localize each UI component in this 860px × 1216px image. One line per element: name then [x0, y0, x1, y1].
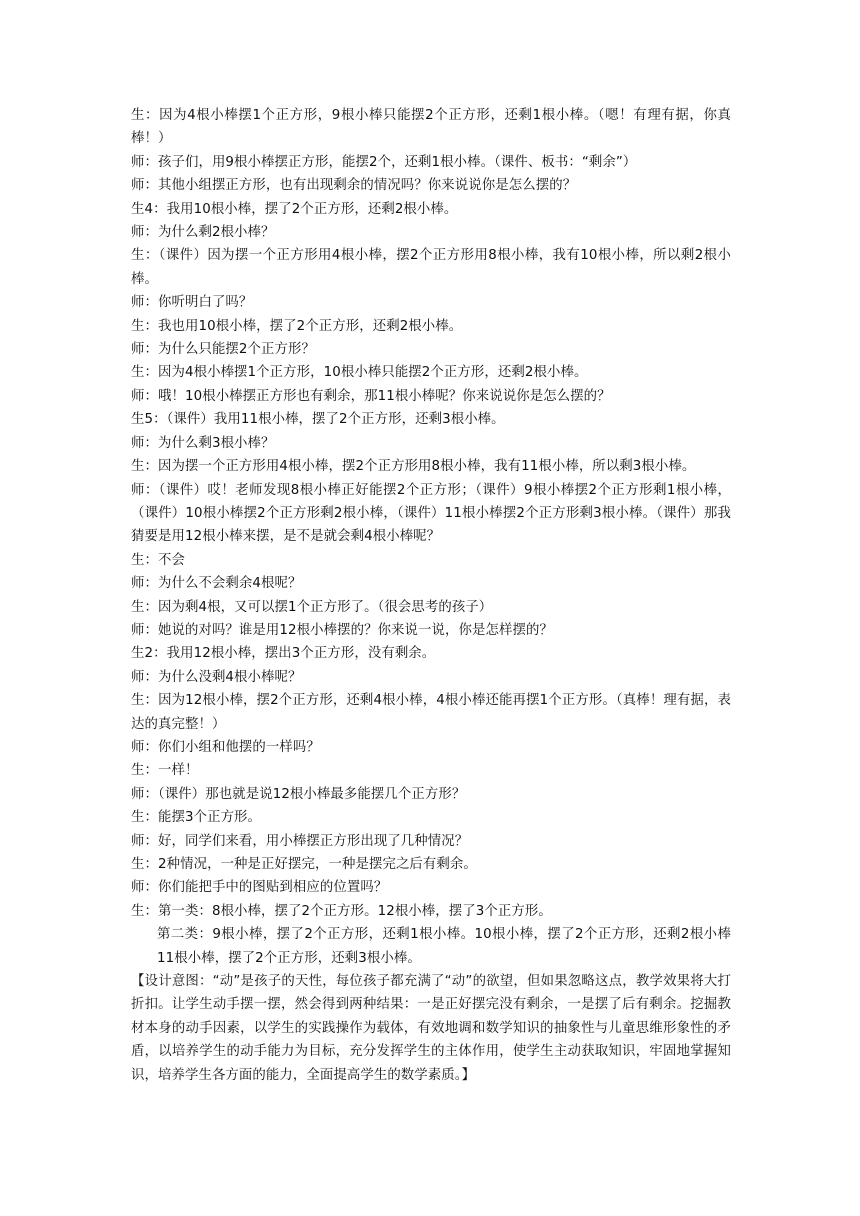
design-intent-note: 【设计意图：“动”是孩子的天性，每位孩子都充满了“动”的欲望，但如果忽略这点，教学效果将大打折扣。让学生动手摆一摆，然会得到两种结果：一是正好摆完没有剩余，一是摆了后有剩余。挖掘教材本身的动手因素，以学生的实践操作为载体，有效地调和数学知识的抽象性与儿童思维形象性的矛盾，以培养学生的动手能力为目标，充分发挥学生的主体作用，使学生主动获取知识，牢固地掌握知识，培养学生各方面的能力，全面提高学生的数学素质。】	[131, 974, 731, 1083]
dialogue-line: 师：你们小组和他摆的一样吗？	[131, 739, 320, 755]
dialogue-line: 生：因为4根小棒摆1个正方形，10根小棒只能摆2个正方形，还剩2根小棒。	[131, 365, 588, 381]
dialogue-line: 生：（课件）因为摆一个正方形用4根小棒，摆2个正方形用8根小棒，我有10根小棒，所以剩2根小棒。	[131, 248, 731, 287]
dialogue-line: 生：一样！	[131, 763, 199, 779]
dialogue-line: 生5：（课件）我用11根小棒，摆了2个正方形，还剩3根小棒。	[131, 412, 505, 428]
dialogue-line: 师：好，同学们来看，用小棒摆正方形出现了几种情况？	[131, 833, 469, 849]
dialogue-line: 师：为什么没剩4根小棒呢？	[131, 669, 302, 685]
dialogue-line: 生4：我用10根小棒，摆了2个正方形，还剩2根小棒。	[131, 201, 458, 217]
dialogue-line: 师：孩子们，用9根小棒摆正方形，能摆2个，还剩1根小棒。（课件、板书：“剩余”）	[131, 154, 637, 170]
document-page	[131, 104, 731, 1087]
dialogue-line: 师：（课件）哎！老师发现8根小棒正好能摆2个正方形；（课件）9根小棒摆2个正方形剩1根小棒，（课件）10根小棒摆2个正方形剩2根小棒，（课件）11根小棒摆2个正方形剩3根小棒。（课件）那我猜要是用12根小棒来摆，是不是就会剩4根小棒呢？	[131, 482, 731, 545]
dialogue-line: 师：为什么只能摆2个正方形？	[131, 342, 315, 358]
dialogue-line: 生：能摆3个正方形。	[131, 810, 262, 826]
dialogue-line: 生：不会	[131, 552, 185, 568]
dialogue-line: 生：2种情况，一种是正好摆完，一种是摆完之后有剩余。	[131, 857, 477, 872]
dialogue-line: 生：我也用10根小棒，摆了2个正方形，还剩2根小棒。	[131, 318, 463, 334]
dialogue-line: 师：为什么不会剩余4根呢？	[131, 576, 302, 592]
dialogue-line: 生：因为摆一个正方形用4根小棒，摆2个正方形用8根小棒，我有11根小棒，所以剩3根小棒。	[131, 459, 696, 475]
dialogue-line: 生：因为剩4根，又可以摆1个正方形了。（很会思考的孩子）	[131, 599, 493, 615]
dialogue-line: 生：第一类：8根小棒，摆了2个正方形。12根小棒，摆了3个正方形。	[131, 903, 552, 919]
dialogue-line-indented: 第二类：9根小棒，摆了2个正方形，还剩1根小棒。10根小棒，摆了2个正方形，还剩2根小棒 11根小棒，摆了2个正方形，还剩3根小棒。	[157, 927, 731, 966]
dialogue-line: 师：你们能把手中的图贴到相应的位置吗？	[131, 880, 388, 896]
dialogue-line: 师：你听明白了吗？	[131, 295, 253, 311]
dialogue-line: 生：因为4根小棒摆1个正方形，9根小棒只能摆2个正方形，还剩1根小棒。（嗯！有理有据，你真棒！）	[131, 108, 731, 147]
dialogue-line: 师：为什么剩2根小棒？	[131, 225, 275, 241]
dialogue-line: 生2：我用12根小棒，摆出3个正方形，没有剩余。	[131, 646, 436, 662]
dialogue-line: 师：哦！10根小棒摆正方形也有剩余，那11根小棒呢？你来说说你是怎么摆的？	[131, 388, 611, 404]
dialogue-line: 师：为什么剩3根小棒？	[131, 435, 275, 451]
dialogue-line: 师：（课件）那也就是说12根小棒最多能摆几个正方形？	[131, 786, 466, 802]
dialogue-line: 师：她说的对吗？谁是用12根小棒摆的？你来说一说，你是怎样摆的？	[131, 622, 553, 638]
dialogue-line: 师：其他小组摆正方形，也有出现剩余的情况吗？你来说说你是怎么摆的？	[131, 178, 577, 194]
dialogue-line: 生：因为12根小棒，摆2个正方形，还剩4根小棒，4根小棒还能再摆1个正方形。（真棒！理有据，表达的真完整！）	[131, 693, 731, 732]
